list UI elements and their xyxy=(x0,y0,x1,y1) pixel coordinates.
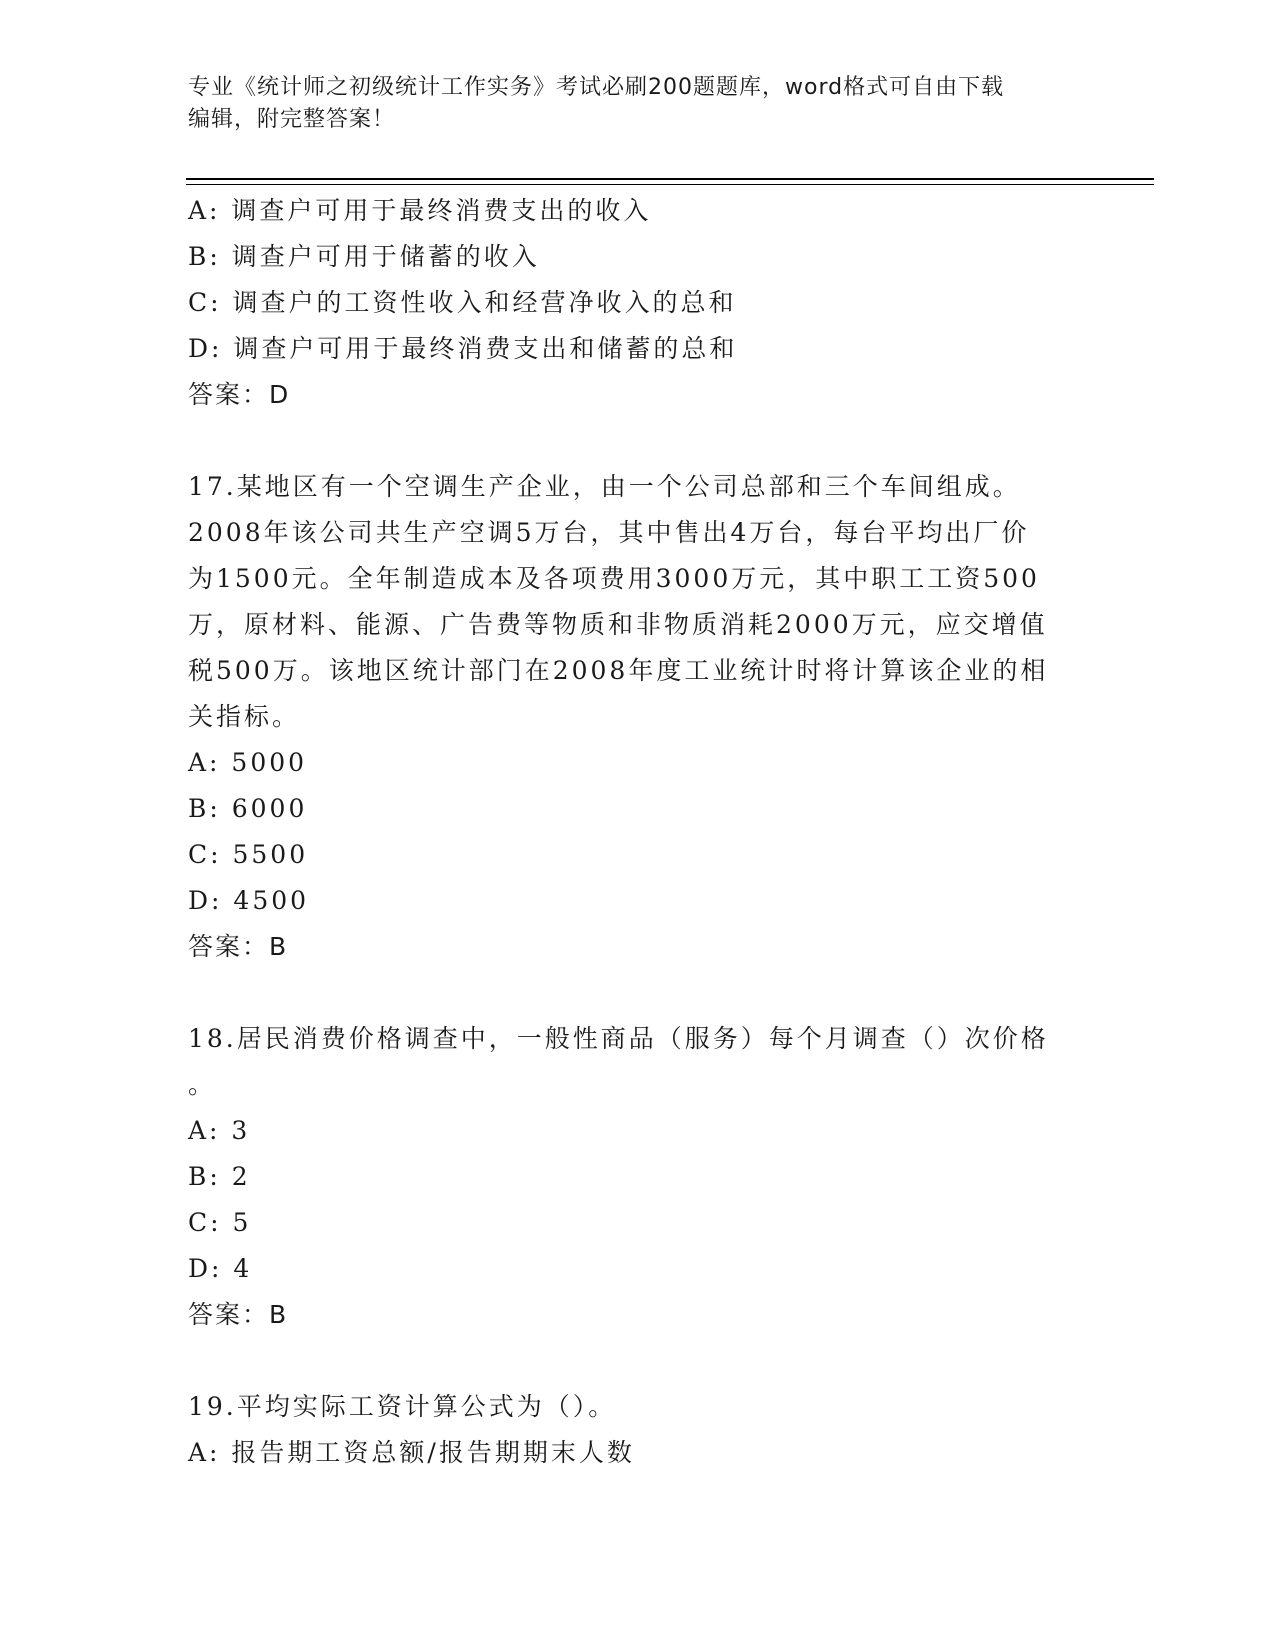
header-divider-thin xyxy=(186,184,1154,185)
option-b: B: 6000 xyxy=(188,794,308,823)
question-17 xyxy=(188,464,1088,970)
option-d: D: 4 xyxy=(188,1254,253,1283)
question-text-line: 万，原材料、能源、广告费等物质和非物质消耗2000万元，应交增值 xyxy=(188,610,1048,639)
header-line-2: 编辑，附完整答案！ xyxy=(188,107,396,132)
option-d: D: 4500 xyxy=(188,886,310,915)
option-c: C: 调查户的工资性收入和经营净收入的总和 xyxy=(188,288,737,317)
question-text-line: 关指标。 xyxy=(188,702,301,731)
option-a: A: 调查户可用于最终消费支出的收入 xyxy=(188,196,652,225)
answer: 答案：B xyxy=(188,932,289,961)
option-b: B: 2 xyxy=(188,1162,251,1191)
option-d: D: 调查户可用于最终消费支出和储蓄的总和 xyxy=(188,334,738,363)
question-text-line: 为1500元。全年制造成本及各项费用3000万元，其中职工工资500 xyxy=(188,564,1040,593)
spacer xyxy=(188,970,1088,1016)
question-text-line: 19.平均实际工资计算公式为（）。 xyxy=(188,1392,617,1421)
question-text-line: 税500万。该地区统计部门在2008年度工业统计时将计算该企业的相 xyxy=(188,656,1049,685)
question-19 xyxy=(188,1384,1088,1476)
option-a: A: 报告期工资总额/报告期期末人数 xyxy=(188,1438,635,1467)
question-16 xyxy=(188,188,1088,418)
answer: 答案：D xyxy=(188,380,291,409)
question-18 xyxy=(188,1016,1088,1338)
question-list xyxy=(188,188,1088,1476)
question-text-line: 17.某地区有一个空调生产企业，由一个公司总部和三个车间组成。 xyxy=(188,472,1021,501)
option-c: C: 5500 xyxy=(188,840,309,869)
spacer xyxy=(188,1338,1088,1384)
header-line-1: 专业《统计师之初级统计工作实务》考试必刷200题题库，word格式可自由下载 xyxy=(188,75,1005,100)
document-header xyxy=(188,72,1068,136)
option-c: C: 5 xyxy=(188,1208,252,1237)
question-text-line: 。 xyxy=(188,1070,217,1099)
question-text-line: 2008年该公司共生产空调5万台，其中售出4万台，每台平均出厂价 xyxy=(188,518,1030,547)
option-a: A: 5000 xyxy=(188,748,308,777)
option-b: B: 调查户可用于储蓄的收入 xyxy=(188,242,540,271)
answer: 答案：B xyxy=(188,1300,289,1329)
header-divider-thick xyxy=(186,178,1154,180)
question-text-line: 18.居民消费价格调查中，一般性商品（服务）每个月调查（）次价格 xyxy=(188,1024,1049,1053)
spacer xyxy=(188,418,1088,464)
option-a: A: 3 xyxy=(188,1116,251,1145)
